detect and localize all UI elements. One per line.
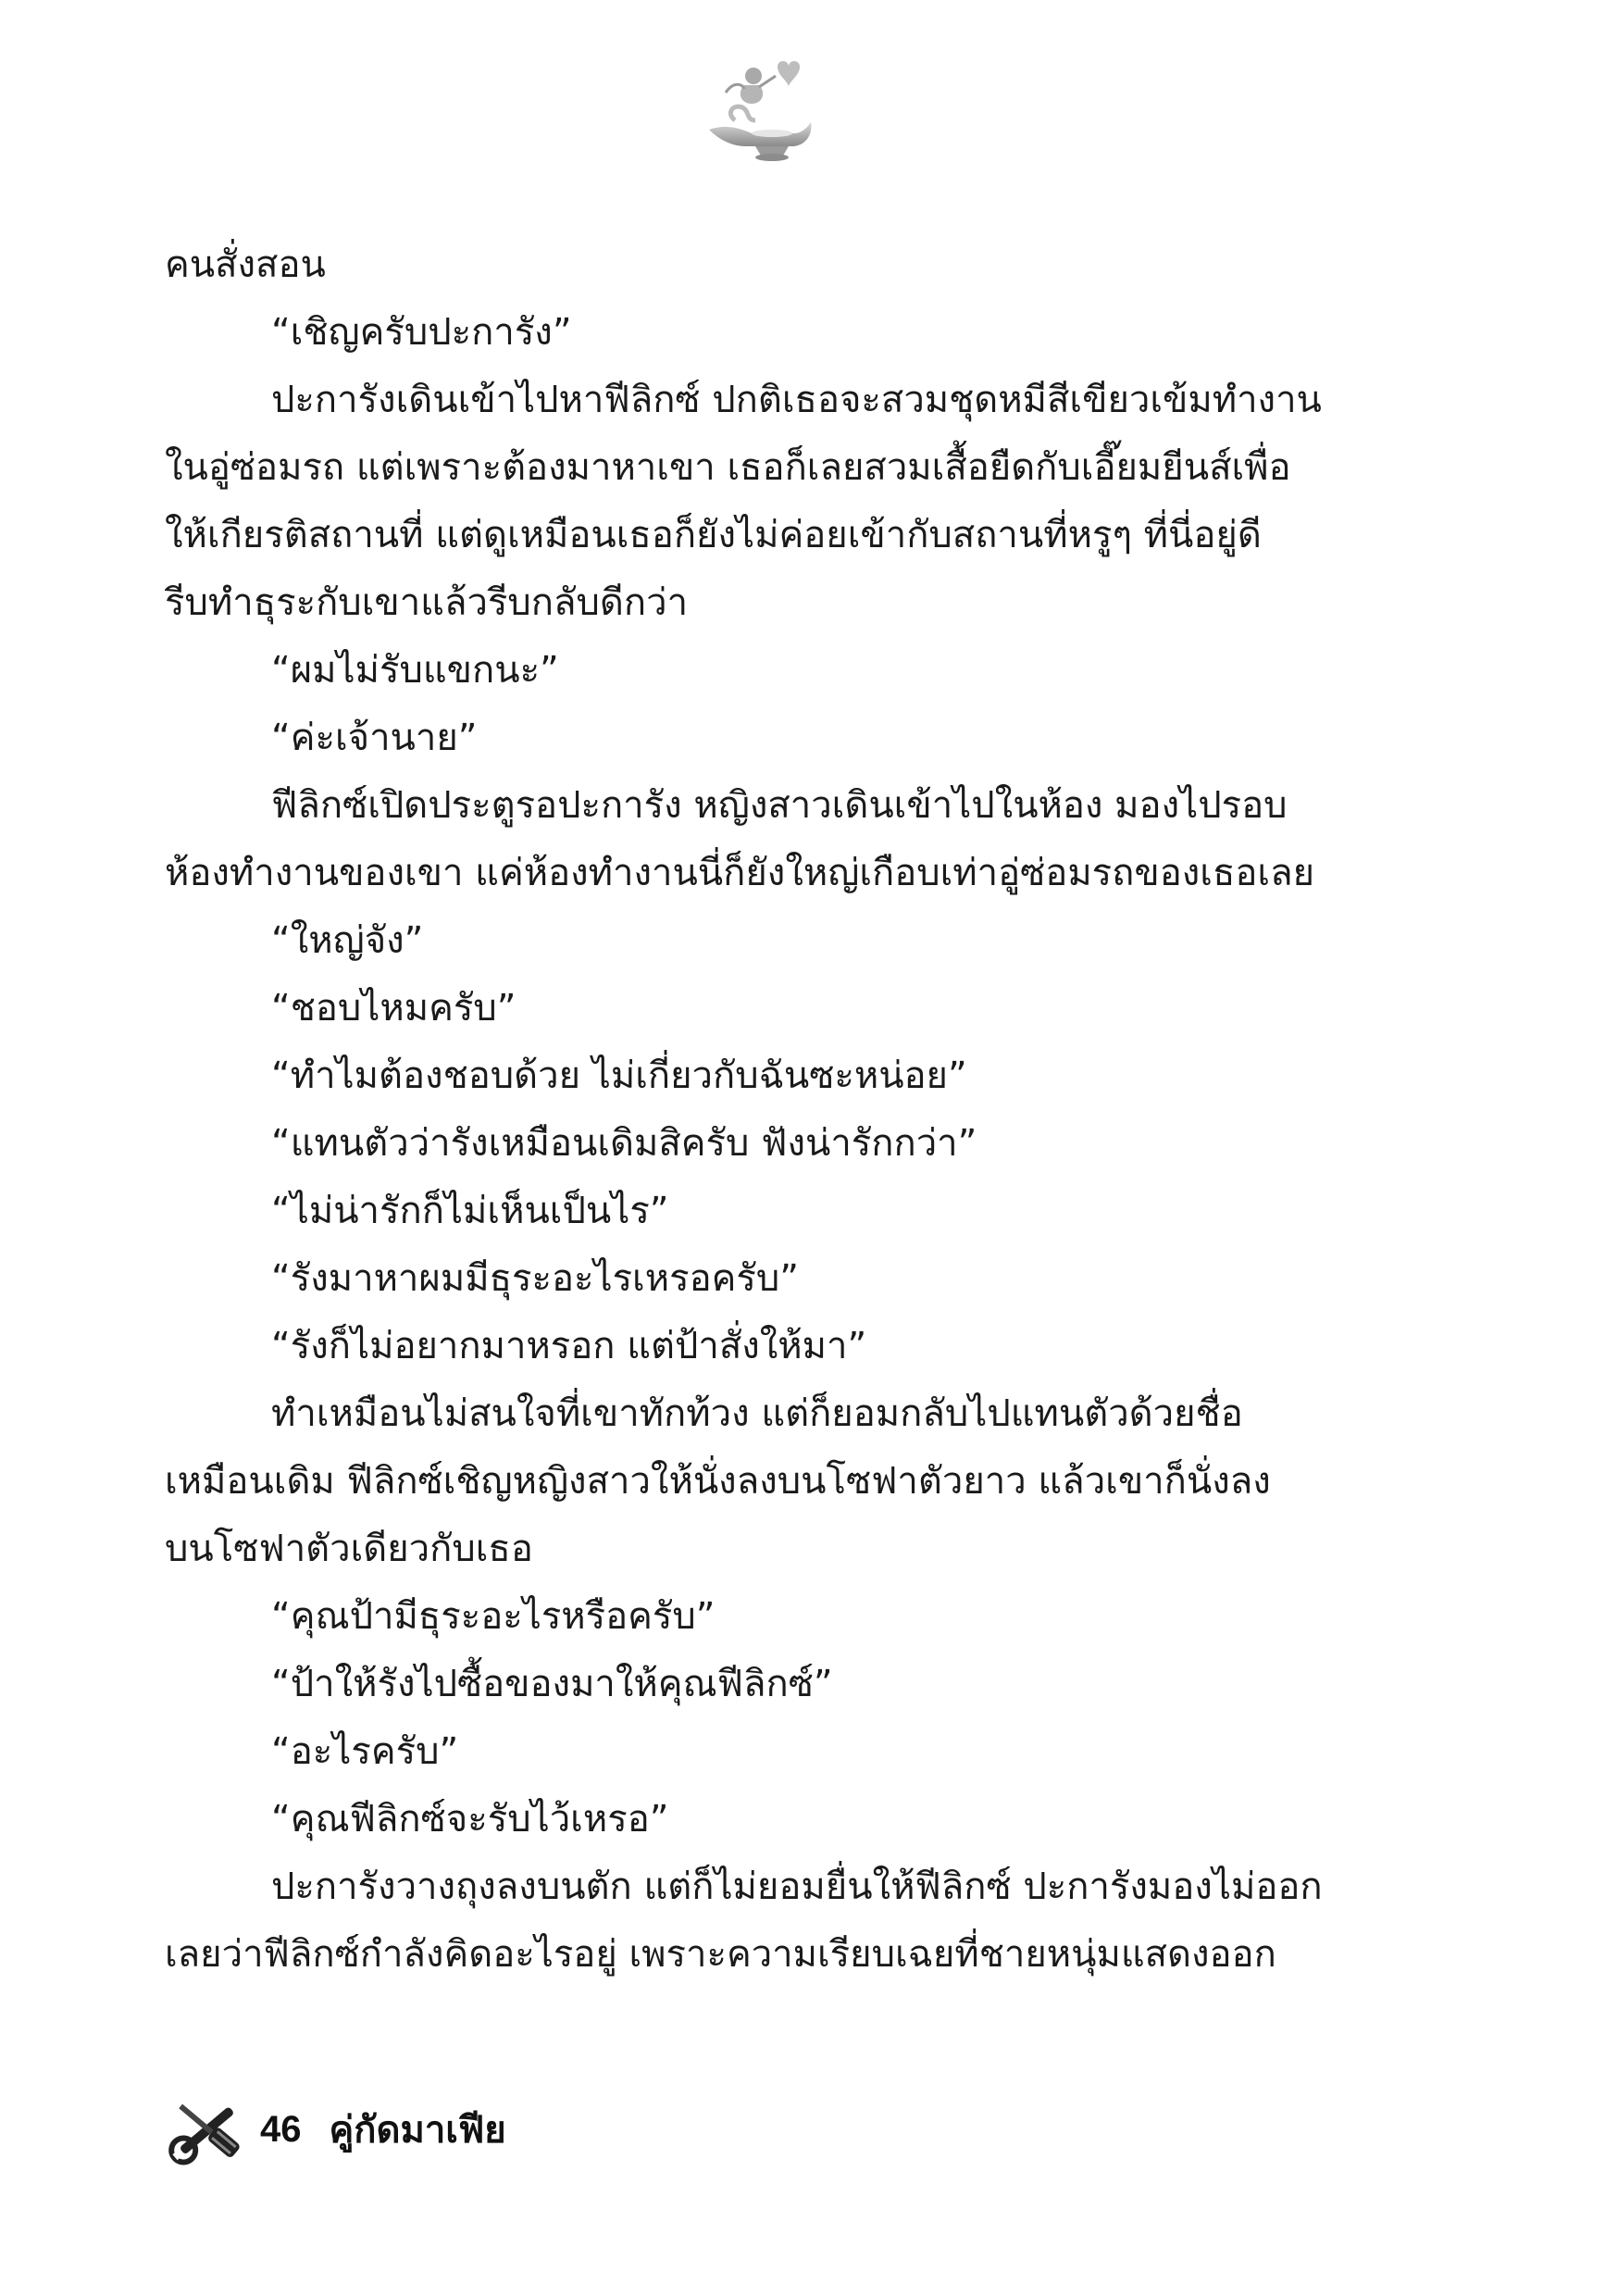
wrench-screwdriver-icon xyxy=(165,2092,253,2166)
text-line: “ไม่น่ารักก็ไม่เห็นเป็นไร” xyxy=(271,1190,669,1232)
text-line: บนโซฟาตัวเดียวกับเธอ xyxy=(165,1528,533,1570)
text-line: ฟีลิกซ์เปิดประตูรอปะการัง หญิงสาวเดินเข้าไปในห้อง มองไปรอบ xyxy=(271,784,1288,827)
text-line: “อะไรครับ” xyxy=(271,1730,459,1773)
text-line: “ชอบไหมครับ” xyxy=(271,987,517,1029)
text-line: ในอู่ซ่อมรถ แต่เพราะต้องมาหาเขา เธอก็เลยสวมเสื้อยืดกับเอี๊ยมยีนส์เพื่อ xyxy=(165,446,1291,489)
text-line: “คุณป้ามีธุระอะไรหรือครับ” xyxy=(271,1595,716,1638)
text-line: ปะการังวางถุงลงบนตัก แต่ก็ไม่ยอมยื่นให้ฟีลิกซ์ ปะการังมองไม่ออก xyxy=(271,1866,1323,1908)
body-text xyxy=(165,231,1359,1989)
text-line: ให้เกียรติสถานที่ แต่ดูเหมือนเธอก็ยังไม่ค่อยเข้ากับสถานที่หรูๆ ที่นี่อยู่ดี xyxy=(165,514,1262,556)
text-line: “ค่ะเจ้านาย” xyxy=(271,717,478,759)
text-line: “คุณฟีลิกซ์จะรับไว้เหรอ” xyxy=(271,1798,669,1841)
text-line: ห้องทำงานของเขา แค่ห้องทำงานนี่ก็ยังใหญ่เกือบเท่าอู่ซ่อมรถของเธอเลย xyxy=(165,852,1315,894)
text-line: “รังก็ไม่อยากมาหรอก แต่ป้าสั่งให้มา” xyxy=(271,1325,867,1367)
page-number: 46 xyxy=(260,2108,302,2150)
text-line: “ใหญ่จัง” xyxy=(271,919,424,962)
lamp-with-cupid-icon xyxy=(698,56,818,167)
text-line: “รังมาหาผมมีธุระอะไรเหรอครับ” xyxy=(271,1257,799,1300)
text-line: “ผมไม่รับแขกนะ” xyxy=(271,649,559,692)
page-footer xyxy=(165,2088,506,2171)
book-title: คู่กัดมาเฟีย xyxy=(329,2109,506,2152)
text-line: ปะการังเดินเข้าไปหาฟีลิกซ์ ปกติเธอจะสวมชุดหมีสีเขียวเข้มทำงาน xyxy=(271,379,1322,421)
text-line: ทำเหมือนไม่สนใจที่เขาทักท้วง แต่ก็ยอมกลับไปแทนตัวด้วยชื่อ xyxy=(271,1392,1243,1435)
text-line: คนสั่งสอน xyxy=(165,243,326,286)
text-line: เหมือนเดิม ฟีลิกซ์เชิญหญิงสาวให้นั่งลงบนโซฟาตัวยาว แล้วเขาก็นั่งลง xyxy=(165,1460,1271,1503)
text-line: “ทำไมต้องชอบด้วย ไม่เกี่ยวกับฉันซะหน่อย” xyxy=(271,1054,967,1097)
text-line: เลยว่าฟีลิกซ์กำลังคิดอะไรอยู่ เพราะความเรียบเฉยที่ชายหนุ่มแสดงออก xyxy=(165,1933,1276,1976)
text-line: “เชิญครับปะการัง” xyxy=(271,311,572,354)
text-line: รีบทำธุระกับเขาแล้วรีบกลับดีกว่า xyxy=(165,581,689,624)
text-line: “ป้าให้รังไปซื้อของมาให้คุณฟีลิกซ์” xyxy=(271,1663,833,1705)
text-line: “แทนตัวว่ารังเหมือนเดิมสิครับ ฟังน่ารักกว่า” xyxy=(271,1122,977,1165)
